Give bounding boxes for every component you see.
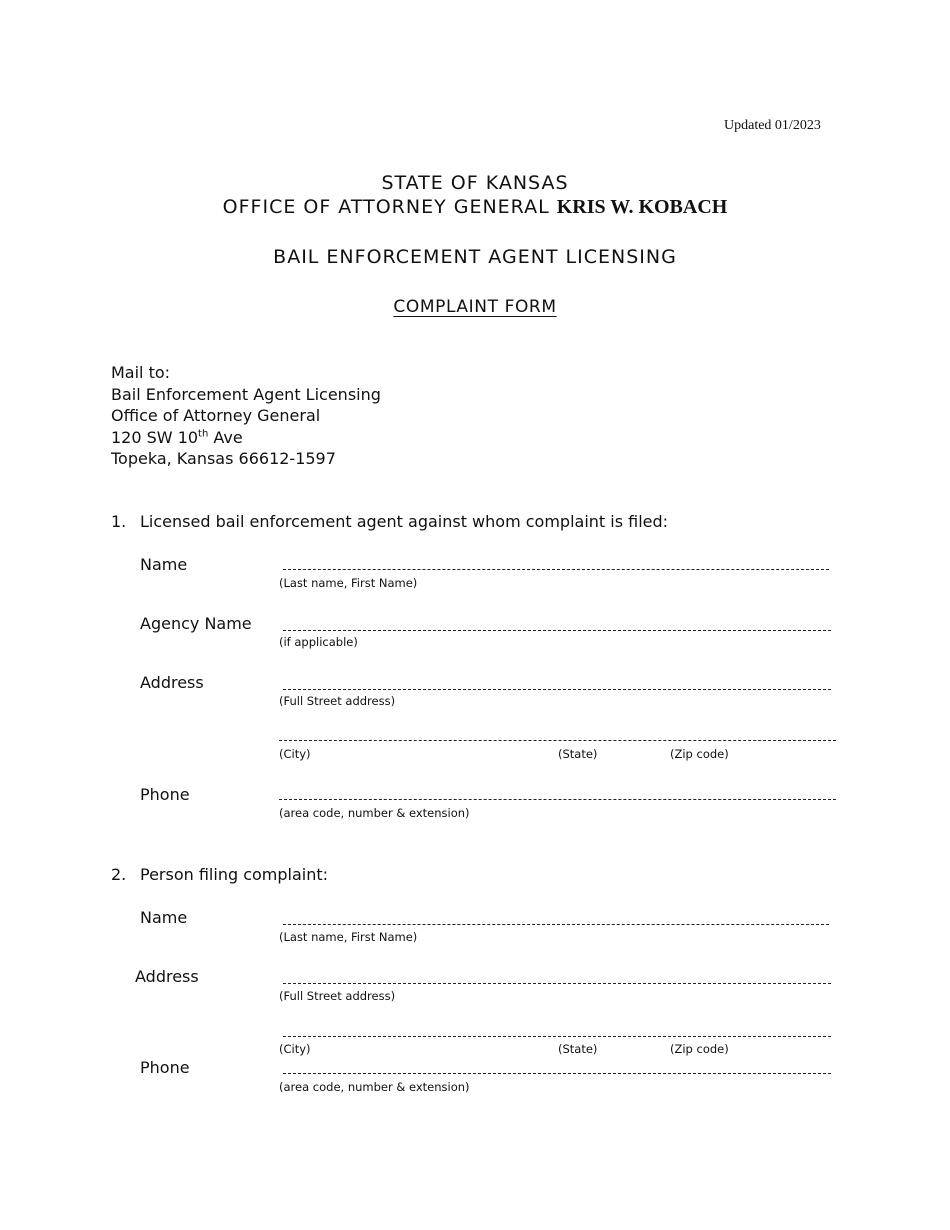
complainant-phone-label: Phone (140, 1058, 190, 1077)
agent-zip-hint: (Zip code) (670, 747, 729, 761)
agent-phone-hint: (area code, number & extension) (279, 806, 470, 820)
agent-street-field[interactable] (283, 689, 831, 690)
mailing-address (111, 362, 381, 470)
office-heading (0, 196, 950, 219)
complainant-city-state-zip-field[interactable] (283, 1036, 831, 1037)
complainant-name-field[interactable] (283, 924, 829, 925)
form-title (0, 297, 950, 317)
mail-line-1: Bail Enforcement Agent Licensing (111, 384, 381, 404)
agent-name-field[interactable] (283, 569, 829, 570)
state-heading: STATE OF KANSAS (381, 172, 569, 194)
complainant-zip-hint: (Zip code) (670, 1042, 729, 1056)
complainant-street-field[interactable] (283, 983, 831, 984)
complainant-address-label: Address (135, 967, 199, 986)
mail-city: Topeka, Kansas 66612-1597 (111, 449, 336, 469)
agent-name-hint: (Last name, First Name) (279, 576, 418, 590)
updated-date: Updated 01/2023 (724, 118, 821, 133)
agency-name-field[interactable] (283, 630, 831, 631)
section-2-number: 2. (111, 865, 127, 884)
agent-city-state-zip-field[interactable] (279, 740, 836, 741)
agent-city-hint: (City) (279, 747, 311, 761)
mail-street-suffix: th (198, 428, 209, 440)
complainant-name-label: Name (140, 908, 188, 927)
mail-street-type: Ave (208, 427, 243, 447)
complainant-city-hint: (City) (279, 1042, 311, 1056)
office-label: OFFICE OF ATTORNEY GENERAL (222, 196, 550, 218)
agent-phone-label: Phone (140, 785, 190, 804)
form-title-text: COMPLAINT FORM (393, 297, 557, 317)
complainant-phone-field[interactable] (283, 1073, 831, 1074)
complainant-state-hint: (State) (558, 1042, 598, 1056)
mail-label: Mail to: (111, 363, 171, 382)
complainant-phone-hint: (area code, number & extension) (279, 1080, 470, 1094)
section-1-title: Licensed bail enforcement agent against whom complaint is filed: (140, 512, 669, 531)
agency-name-label: Agency Name (140, 614, 252, 633)
mail-street (111, 427, 381, 449)
section-2-title: Person filing complaint: (140, 865, 329, 884)
section-1-number: 1. (111, 512, 127, 531)
program-heading: BAIL ENFORCEMENT AGENT LICENSING (273, 246, 677, 268)
complainant-name-hint: (Last name, First Name) (279, 930, 418, 944)
mail-line-2: Office of Attorney General (111, 406, 321, 426)
agent-phone-field[interactable] (279, 799, 836, 800)
agent-name-label: Name (140, 555, 188, 574)
attorney-general-name: KRIS W. KOBACH (556, 196, 728, 218)
agent-state-hint: (State) (558, 747, 598, 761)
agency-name-hint: (if applicable) (279, 635, 358, 649)
complainant-street-hint: (Full Street address) (279, 989, 396, 1003)
mail-street-number: 120 SW 10 (111, 427, 199, 447)
agent-address-label: Address (140, 673, 204, 692)
agent-street-hint: (Full Street address) (279, 694, 396, 708)
